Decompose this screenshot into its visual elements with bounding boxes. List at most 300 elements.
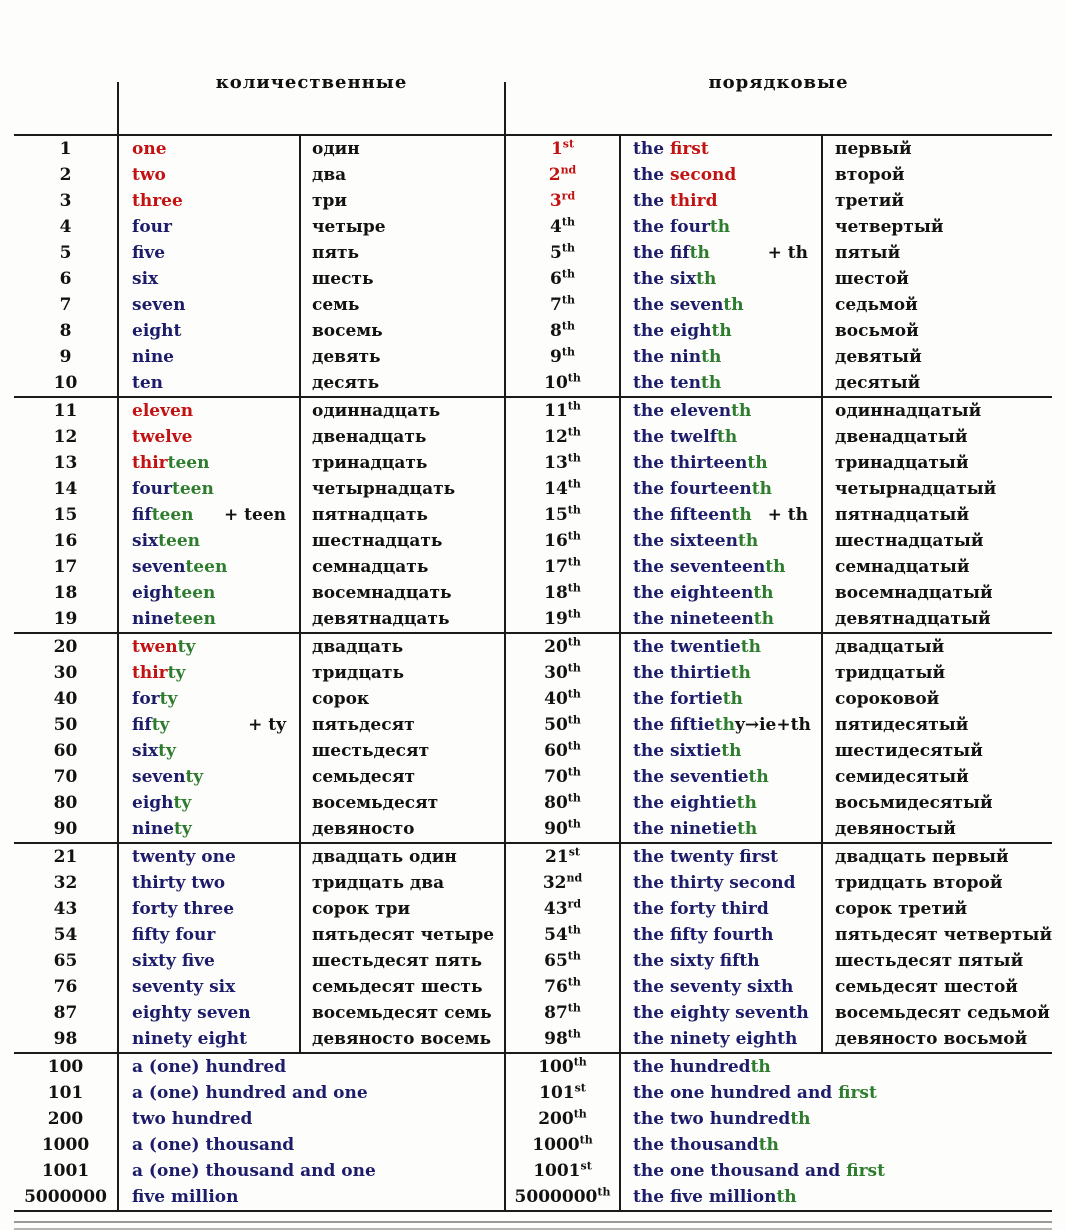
word-segment: the seventie xyxy=(633,767,749,787)
ordinal-number-cell xyxy=(505,528,620,554)
ordinal-ru-cell: девяностый xyxy=(822,816,1052,843)
ordinal-number-cell xyxy=(505,764,620,790)
ordinal-suffix: th xyxy=(567,975,581,989)
ordinal-suffix: rd xyxy=(567,897,582,911)
word-segment: forty three xyxy=(132,899,235,919)
cardinal-en-cell xyxy=(118,974,300,1000)
word-segment: first xyxy=(838,1083,877,1103)
table-row xyxy=(14,344,1052,370)
cardinal-en-cell xyxy=(118,370,300,397)
word-segment: four xyxy=(132,217,172,237)
table-row xyxy=(14,896,1052,922)
ordinal-base: 100 xyxy=(538,1057,574,1077)
word-segment: ten xyxy=(132,373,164,393)
ordinal-ru-cell: пятидесятый xyxy=(822,712,1052,738)
cardinal-ru-cell: пятьдесят xyxy=(300,712,505,738)
ordinal-en-cell xyxy=(620,843,822,870)
number-cell: 20 xyxy=(53,637,78,657)
word-segment: th xyxy=(751,479,772,499)
number-cell: 3 xyxy=(59,191,72,211)
ordinal-ru-cell: восемнадцатый xyxy=(822,580,1052,606)
number-cell: 87 xyxy=(53,1003,78,1023)
ordinal-suffix: th xyxy=(567,661,581,675)
ordinal-en-cell xyxy=(620,1000,822,1026)
word-segment: ty xyxy=(185,767,204,787)
ordinal-suffix: st xyxy=(568,845,580,859)
word-segment: thir xyxy=(132,663,168,683)
ordinal-suffix: th xyxy=(567,791,581,805)
word-segment: the eighteen xyxy=(633,583,754,603)
ordinal-ru-cell: семьдесят шестой xyxy=(822,974,1052,1000)
cardinal-ru-cell: восемь xyxy=(300,318,505,344)
table-row xyxy=(14,1026,1052,1053)
ordinal-ru-cell: шестой xyxy=(822,266,1052,292)
ordinal-ru-cell: двенадцатый xyxy=(822,424,1052,450)
word-segment: the twelf xyxy=(633,427,718,447)
number-cell: 9 xyxy=(59,347,72,367)
ordinal-number-cell xyxy=(505,922,620,948)
ordinal-suffix: th xyxy=(567,555,581,569)
ordinal-number-cell xyxy=(505,1053,620,1080)
ordinal-en-cell xyxy=(620,188,822,214)
word-segment: th xyxy=(731,505,752,525)
ordinal-base: 60 xyxy=(544,741,568,761)
cardinal-ru-cell: восемнадцать xyxy=(300,580,505,606)
cardinal-ru-cell: девяносто восемь xyxy=(300,1026,505,1053)
ordinal-ru-cell: седьмой xyxy=(822,292,1052,318)
ordinal-number-cell xyxy=(505,1158,620,1184)
ordinal-en-cell xyxy=(620,1132,1052,1158)
section-compound xyxy=(14,843,1052,1053)
cardinal-en-cell xyxy=(118,1000,300,1026)
ordinal-en-cell xyxy=(620,712,822,738)
ordinal-en-cell xyxy=(620,790,822,816)
ordinal-base: 2 xyxy=(548,165,561,185)
word-segment: th xyxy=(717,427,738,447)
ordinal-en-cell xyxy=(620,135,822,162)
ordinal-number-cell xyxy=(505,1026,620,1053)
word-segment: the fifteen xyxy=(633,505,732,525)
cardinal-ru-cell: сорок xyxy=(300,686,505,712)
ordinal-base: 20 xyxy=(544,637,568,657)
word-segment: five million xyxy=(132,1187,239,1207)
ordinal-suffix: th xyxy=(561,215,575,229)
word-segment: th xyxy=(731,401,752,421)
ordinal-suffix: th xyxy=(567,739,581,753)
word-segment: th xyxy=(758,1135,779,1155)
ordinal-number-cell xyxy=(505,502,620,528)
ordinal-base: 12 xyxy=(544,427,568,447)
number-cell: 6 xyxy=(59,269,72,289)
ordinal-ru-cell: семнадцатый xyxy=(822,554,1052,580)
word-segment: ty xyxy=(158,741,176,761)
word-segment: the one hundred and xyxy=(633,1083,839,1103)
suffix-note: y→ie+th xyxy=(734,715,811,735)
word-segment: four xyxy=(132,479,172,499)
ordinal-en-cell xyxy=(620,266,822,292)
word-segment: seven xyxy=(132,295,186,315)
word-segment: five xyxy=(132,243,166,263)
ordinal-base: 90 xyxy=(544,819,568,839)
number-cell: 2 xyxy=(59,165,72,185)
ordinal-en-cell xyxy=(620,1106,1052,1132)
table-row xyxy=(14,580,1052,606)
ordinal-number-cell xyxy=(505,633,620,660)
ordinal-number-cell xyxy=(505,162,620,188)
number-cell: 19 xyxy=(53,609,78,629)
cardinal-en-cell xyxy=(118,1184,505,1211)
ordinal-number-cell xyxy=(505,712,620,738)
number-cell: 1001 xyxy=(41,1161,90,1181)
ordinal-base: 6 xyxy=(550,269,562,289)
word-segment: the seventy sixth xyxy=(633,977,794,997)
number-cell: 100 xyxy=(47,1057,84,1077)
ordinal-ru-cell: двадцатый xyxy=(822,633,1052,660)
word-segment: ninety eight xyxy=(132,1029,248,1049)
number-cell: 1 xyxy=(59,139,72,159)
ordinal-en-cell xyxy=(620,502,822,528)
table-row xyxy=(14,922,1052,948)
ordinal-base: 18 xyxy=(544,583,568,603)
word-segment: six xyxy=(132,269,159,289)
cardinal-ru-cell: тридцать два xyxy=(300,870,505,896)
ordinal-en-cell xyxy=(620,1158,1052,1184)
ordinal-suffix: th xyxy=(579,1133,593,1147)
ordinal-suffix: th xyxy=(567,451,581,465)
cardinal-ru-cell: двадцать один xyxy=(300,843,505,870)
ordinal-ru-cell: шестнадцатый xyxy=(822,528,1052,554)
word-segment: th xyxy=(736,793,757,813)
cardinal-en-cell xyxy=(118,816,300,843)
cardinal-en-cell xyxy=(118,633,300,660)
ordinal-base: 76 xyxy=(544,977,568,997)
ordinal-suffix: th xyxy=(567,1027,581,1041)
word-segment: th xyxy=(776,1187,797,1207)
word-segment: th xyxy=(714,715,735,735)
ordinal-number-cell xyxy=(505,214,620,240)
word-segment: th xyxy=(689,243,710,263)
cardinal-en-cell xyxy=(118,266,300,292)
ordinal-suffix: th xyxy=(567,425,581,439)
cardinal-ru-cell: одиннадцать xyxy=(300,397,505,424)
cardinal-en-cell xyxy=(118,738,300,764)
cardinal-en-cell xyxy=(118,606,300,633)
table-row xyxy=(14,476,1052,502)
number-cell: 7 xyxy=(59,295,72,315)
number-cell: 14 xyxy=(53,479,78,499)
ordinal-number-cell xyxy=(505,686,620,712)
section-units xyxy=(14,135,1052,397)
table-row xyxy=(14,318,1052,344)
number-cell: 98 xyxy=(53,1029,78,1049)
cardinal-en-cell xyxy=(118,712,300,738)
number-cell: 11 xyxy=(53,401,78,421)
word-segment: eleven xyxy=(132,401,194,421)
table-row xyxy=(14,266,1052,292)
table-row xyxy=(14,948,1052,974)
ordinal-number-cell xyxy=(505,450,620,476)
word-segment: the sixteen xyxy=(633,531,738,551)
ordinal-number-cell xyxy=(505,870,620,896)
ordinal-en-cell xyxy=(620,1080,1052,1106)
ordinal-base: 40 xyxy=(544,689,568,709)
ordinal-suffix: st xyxy=(574,1081,586,1095)
ordinal-base: 30 xyxy=(544,663,568,683)
cardinal-ru-cell: семнадцать xyxy=(300,554,505,580)
ordinal-en-cell xyxy=(620,397,822,424)
word-segment: the one thousand and xyxy=(633,1161,847,1181)
word-segment: the eleven xyxy=(633,401,732,421)
cardinal-en-cell xyxy=(118,1158,505,1184)
ordinal-en-cell xyxy=(620,633,822,660)
cardinal-ru-cell: четыре xyxy=(300,214,505,240)
word-segment: th xyxy=(748,767,769,787)
table-row xyxy=(14,712,1052,738)
word-segment: one xyxy=(132,139,167,159)
ordinal-number-cell xyxy=(505,1106,620,1132)
cardinal-en-cell xyxy=(118,948,300,974)
cardinal-en-cell xyxy=(118,660,300,686)
ordinal-suffix: th xyxy=(567,581,581,595)
word-segment: the eightie xyxy=(633,793,737,813)
word-segment: teen xyxy=(167,453,210,473)
cardinal-ru-cell: пятьдесят четыре xyxy=(300,922,505,948)
table-row xyxy=(14,1080,1052,1106)
number-cell: 15 xyxy=(53,505,78,525)
ordinal-suffix: th xyxy=(567,399,581,413)
word-segment: second xyxy=(669,165,737,185)
cardinal-en-cell xyxy=(118,162,300,188)
ordinal-en-cell xyxy=(620,870,822,896)
ordinal-en-cell xyxy=(620,214,822,240)
word-segment: teen xyxy=(171,479,214,499)
cardinal-en-cell xyxy=(118,450,300,476)
table-row xyxy=(14,188,1052,214)
ordinal-base: 50 xyxy=(544,715,568,735)
section-hundreds xyxy=(14,1053,1052,1211)
word-segment: the nineteen xyxy=(633,609,754,629)
word-segment: the fif xyxy=(633,243,690,263)
ordinal-number-cell xyxy=(505,1080,620,1106)
number-cell: 101 xyxy=(47,1083,84,1103)
ordinal-suffix: th xyxy=(567,635,581,649)
word-segment: the eigh xyxy=(633,321,712,341)
word-segment: th xyxy=(747,453,768,473)
cardinal-en-cell xyxy=(118,922,300,948)
ordinal-ru-cell: тридцатый xyxy=(822,660,1052,686)
word-segment: the four xyxy=(633,217,710,237)
table-row xyxy=(14,974,1052,1000)
word-segment: eighty seven xyxy=(132,1003,251,1023)
word-segment: a (one) thousand xyxy=(132,1135,295,1155)
word-segment: the thirteen xyxy=(633,453,748,473)
ordinal-ru-cell: шестьдесят пятый xyxy=(822,948,1052,974)
ordinal-number-cell xyxy=(505,476,620,502)
word-segment: eigh xyxy=(132,793,174,813)
table-row xyxy=(14,843,1052,870)
word-segment: the thirtie xyxy=(633,663,731,683)
ordinal-ru-cell: девяносто восьмой xyxy=(822,1026,1052,1053)
word-segment: th xyxy=(765,557,786,577)
table-row xyxy=(14,606,1052,633)
ordinal-suffix: th xyxy=(597,1185,611,1199)
ordinal-ru-cell: восьмидесятый xyxy=(822,790,1052,816)
cardinal-ru-cell: восемьдесят xyxy=(300,790,505,816)
ordinal-suffix: nd xyxy=(560,163,577,177)
header-row xyxy=(14,0,1052,135)
word-segment: fifty four xyxy=(132,925,216,945)
word-segment: the forty third xyxy=(633,899,769,919)
ordinal-suffix: th xyxy=(567,607,581,621)
ordinal-number-cell xyxy=(505,580,620,606)
ordinal-base: 70 xyxy=(544,767,568,787)
word-segment: th xyxy=(709,217,731,237)
word-segment: the thirty second xyxy=(633,873,796,893)
word-segment: seven xyxy=(132,557,186,577)
ordinal-suffix: th xyxy=(567,477,581,491)
word-segment: ty xyxy=(177,637,196,657)
cardinal-ru-cell: один xyxy=(300,135,505,162)
cardinal-ru-cell: семь xyxy=(300,292,505,318)
word-segment: teen xyxy=(173,583,216,603)
number-cell: 76 xyxy=(53,977,78,997)
table-row xyxy=(14,292,1052,318)
cardinal-en-cell xyxy=(118,686,300,712)
word-segment: for xyxy=(132,689,160,709)
ordinal-suffix: th xyxy=(567,687,581,701)
ordinal-suffix: th xyxy=(567,503,581,517)
ordinal-en-cell xyxy=(620,1026,822,1053)
table-row xyxy=(14,686,1052,712)
suffix-note: + teen xyxy=(223,505,286,525)
word-segment: the xyxy=(633,165,670,185)
ordinal-suffix: th xyxy=(561,319,575,333)
ordinal-suffix: th xyxy=(567,1001,581,1015)
ordinal-en-cell xyxy=(620,528,822,554)
cardinal-en-cell xyxy=(118,1080,505,1106)
ordinal-base: 80 xyxy=(544,793,568,813)
ordinal-number-cell xyxy=(505,240,620,266)
ordinal-suffix: th xyxy=(573,1107,587,1121)
table-row xyxy=(14,214,1052,240)
number-cell: 13 xyxy=(53,453,78,473)
ordinal-base: 87 xyxy=(544,1003,568,1023)
ordinal-column-header: порядковые xyxy=(505,0,1052,135)
ordinal-base: 1001 xyxy=(533,1161,581,1181)
ordinal-ru-cell: сороковой xyxy=(822,686,1052,712)
ordinal-base: 15 xyxy=(544,505,568,525)
ordinal-base: 98 xyxy=(544,1029,568,1049)
word-segment: the six xyxy=(633,269,697,289)
cardinal-en-cell xyxy=(118,528,300,554)
word-segment: th xyxy=(753,609,775,629)
word-segment: the thousand xyxy=(633,1135,759,1155)
ordinal-number-cell xyxy=(505,318,620,344)
ordinal-ru-cell: одиннадцатый xyxy=(822,397,1052,424)
ordinal-en-cell xyxy=(620,738,822,764)
ordinal-suffix: st xyxy=(562,137,575,151)
ordinal-suffix: th xyxy=(567,713,581,727)
ordinal-en-cell xyxy=(620,922,822,948)
cardinal-ru-cell: тринадцать xyxy=(300,450,505,476)
word-segment: th xyxy=(711,321,732,341)
cardinal-ru-cell: тридцать xyxy=(300,660,505,686)
ordinal-base: 200 xyxy=(538,1109,574,1129)
ordinal-number-cell xyxy=(505,188,620,214)
section-tens xyxy=(14,633,1052,843)
number-cell: 60 xyxy=(53,741,78,761)
ordinal-base: 5000000 xyxy=(514,1187,598,1207)
ordinal-suffix: st xyxy=(580,1159,592,1173)
cardinal-en-cell xyxy=(118,580,300,606)
ordinal-base: 101 xyxy=(539,1083,575,1103)
ordinal-ru-cell: тридцать второй xyxy=(822,870,1052,896)
cardinal-ru-cell: восемьдесят семь xyxy=(300,1000,505,1026)
cardinal-ru-cell: девятнадцать xyxy=(300,606,505,633)
ordinal-en-cell xyxy=(620,370,822,397)
table-row xyxy=(14,1000,1052,1026)
word-segment: first xyxy=(669,139,709,159)
word-segment: th xyxy=(700,373,722,393)
word-segment: a (one) hundred and one xyxy=(132,1083,368,1103)
table-row xyxy=(14,240,1052,266)
ordinal-base: 4 xyxy=(550,217,562,237)
ordinal-base: 17 xyxy=(544,557,568,577)
cardinal-en-cell xyxy=(118,292,300,318)
ordinal-suffix: th xyxy=(561,345,575,359)
word-segment: twen xyxy=(132,637,178,657)
ordinal-number-cell xyxy=(505,738,620,764)
cardinal-ru-cell: семьдесят xyxy=(300,764,505,790)
table-row xyxy=(14,370,1052,397)
cardinal-en-cell xyxy=(118,764,300,790)
cardinal-en-cell xyxy=(118,424,300,450)
number-cell: 70 xyxy=(53,767,78,787)
word-segment: the nin xyxy=(633,347,702,367)
word-segment: six xyxy=(132,741,159,761)
word-segment: first xyxy=(846,1161,885,1181)
ordinal-base: 21 xyxy=(545,847,569,867)
ordinal-ru-cell: пятнадцатый xyxy=(822,502,1052,528)
word-segment: ty xyxy=(174,819,192,839)
table-row xyxy=(14,738,1052,764)
ordinal-base: 10 xyxy=(544,373,568,393)
number-cell: 40 xyxy=(53,689,78,709)
corner-cell xyxy=(14,0,118,135)
table-row xyxy=(14,1053,1052,1080)
word-segment: twenty one xyxy=(132,847,236,867)
number-cell: 4 xyxy=(59,217,72,237)
number-cell: 54 xyxy=(53,925,78,945)
word-segment: the fifty fourth xyxy=(633,925,774,945)
word-segment: th xyxy=(737,819,758,839)
cardinal-ru-cell: шесть xyxy=(300,266,505,292)
ordinal-ru-cell: тринадцатый xyxy=(822,450,1052,476)
ordinal-number-cell xyxy=(505,1184,620,1211)
word-segment: nine xyxy=(132,347,174,367)
suffix-note: + ty xyxy=(248,715,286,735)
cardinal-ru-cell: семьдесят шесть xyxy=(300,974,505,1000)
ordinal-en-cell xyxy=(620,660,822,686)
cardinal-en-cell xyxy=(118,188,300,214)
word-segment: the hundred xyxy=(633,1057,751,1077)
ordinal-base: 1 xyxy=(550,139,563,159)
word-segment: ty xyxy=(159,689,178,709)
ordinal-base: 43 xyxy=(543,899,568,919)
ordinal-number-cell xyxy=(505,397,620,424)
ordinal-suffix: th xyxy=(567,765,581,779)
ordinal-base: 3 xyxy=(549,191,562,211)
